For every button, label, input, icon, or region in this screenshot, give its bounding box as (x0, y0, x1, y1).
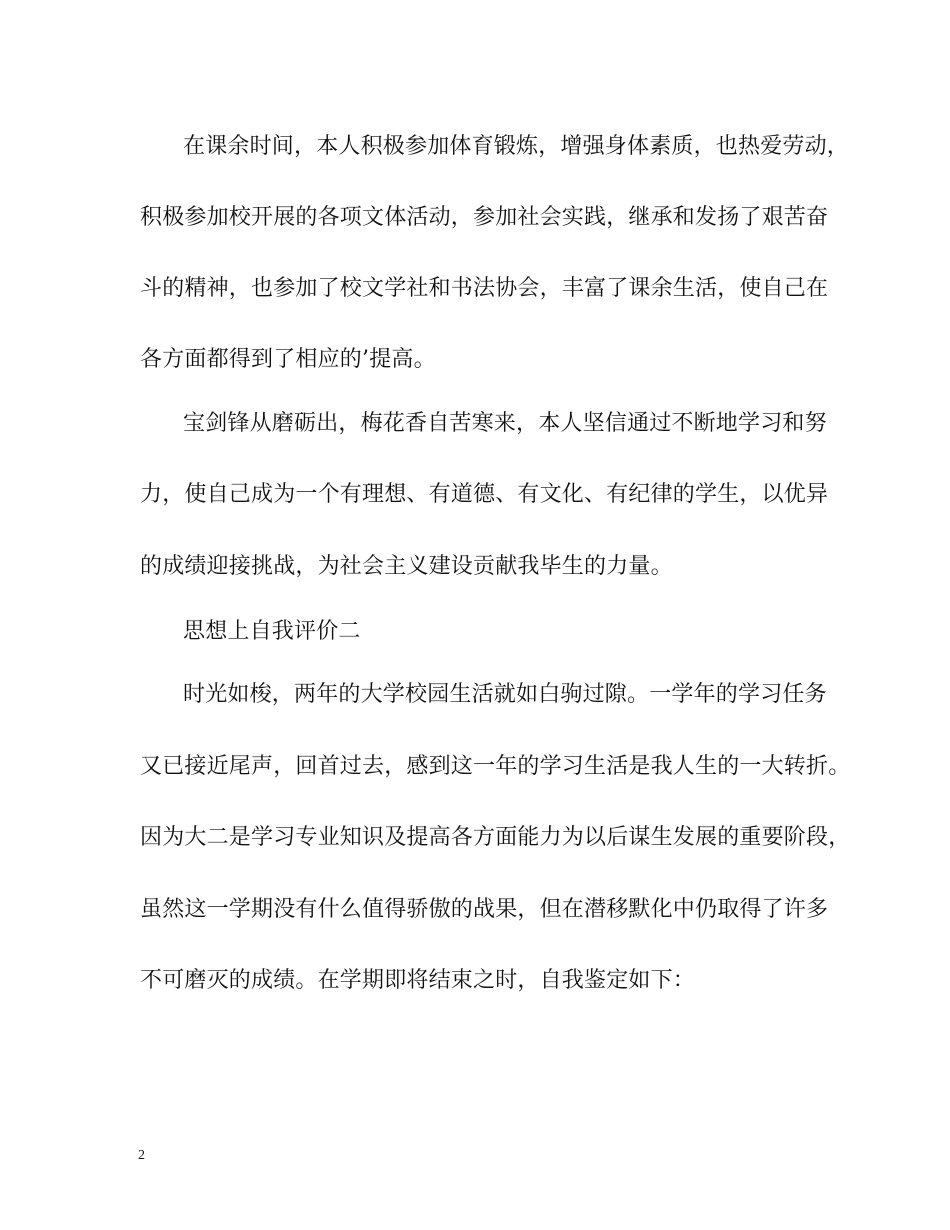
section-heading: 思想上自我评价二 (183, 619, 361, 644)
paragraph-line: 时光如梭，两年的大学校园生活就如白驹过隙。一学年的学习任务 (183, 682, 827, 707)
paragraph-line: 又已接近尾声，回首过去，感到这一年的学习生活是我人生的一大转折。 (140, 754, 851, 779)
paragraph-line: 在课余时间，本人积极参加体育锻炼，增强身体素质，也热爱劳动， (183, 134, 850, 159)
page-number: 2 (138, 1148, 145, 1163)
paragraph-line: 积极参加校开展的各项文体活动，参加社会实践，继承和发扬了艰苦奋 (140, 205, 829, 230)
paragraph-line: 力，使自己成为一个有理想、有道德、有文化、有纪律的学生，以优异 (140, 482, 829, 507)
paragraph-line: 不可磨灭的成绩。在学期即将结束之时，自我鉴定如下： (140, 968, 696, 993)
paragraph-line: 虽然这一学期没有什么值得骄傲的战果，但在潜移默化中仍取得了许多 (140, 897, 829, 922)
paragraph-line: 宝剑锋从磨砺出，梅花香自苦寒来，本人坚信通过不断地学习和努 (183, 411, 827, 436)
paragraph-line: 的成绩迎接挑战，为社会主义建设贡献我毕生的力量。 (140, 554, 673, 579)
paragraph-line: 斗的精神，也参加了校文学社和书法协会，丰富了课余生活，使自己在 (140, 276, 829, 301)
paragraph-line: 各方面都得到了相应的’提高。 (140, 347, 436, 372)
paragraph-line: 因为大二是学习专业知识及提高各方面能力为以后谋生发展的重要阶段， (140, 825, 851, 850)
